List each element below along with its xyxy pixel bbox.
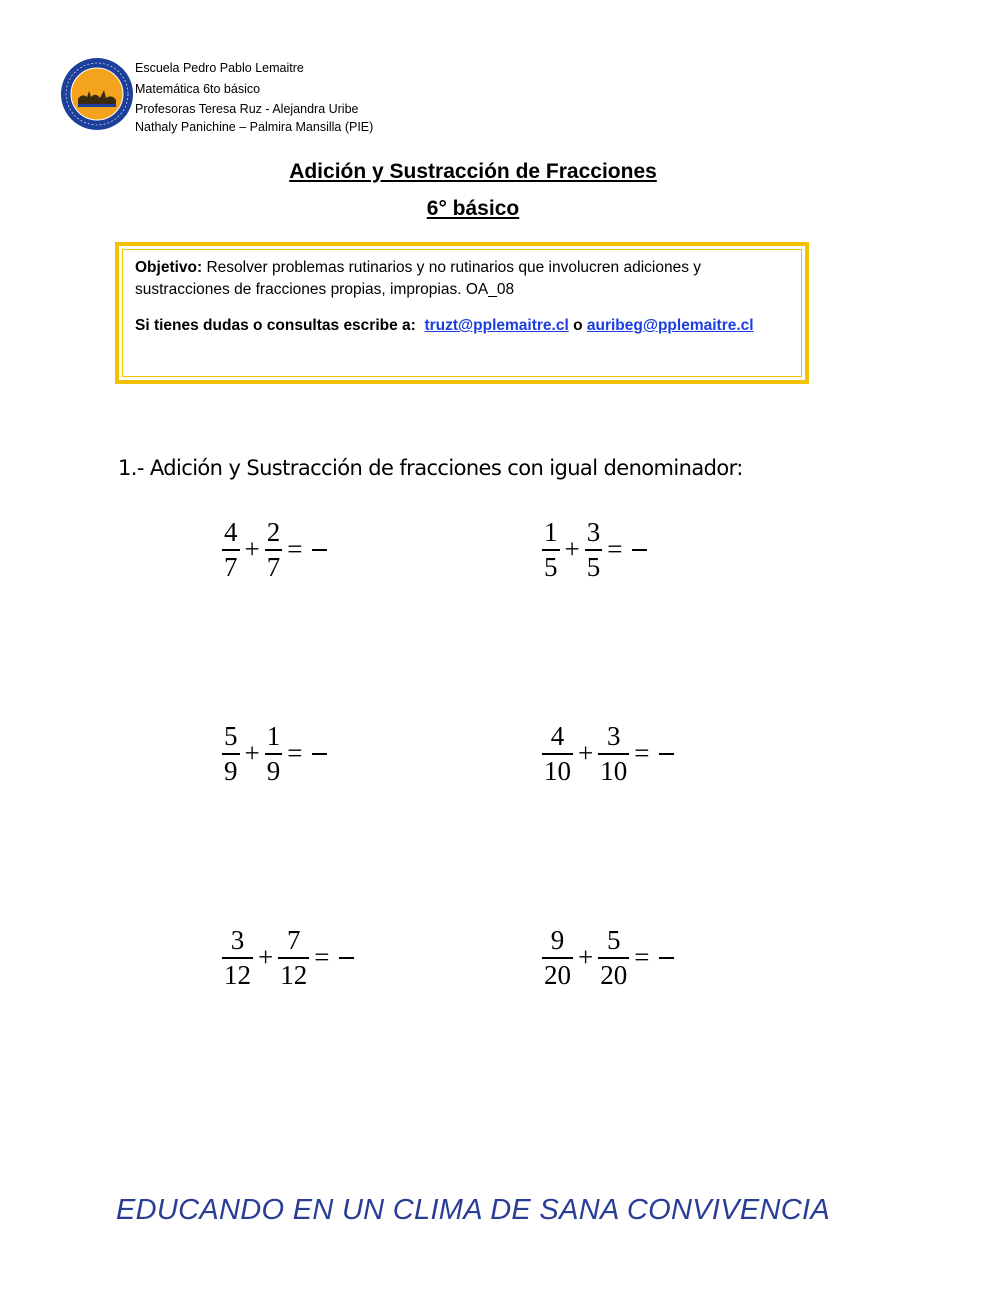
answer-blank[interactable] <box>659 753 674 755</box>
fraction <box>541 924 574 992</box>
fraction <box>221 516 241 584</box>
pie-teachers-line: Nathaly Panichine – Palmira Mansilla (PIE) <box>135 119 374 134</box>
fraction <box>597 924 630 992</box>
numerator: 5 <box>224 721 238 751</box>
equals-sign: = <box>314 942 330 973</box>
denominator: 12 <box>224 959 251 990</box>
exercise-6 <box>541 924 674 992</box>
numerator: 3 <box>586 517 601 547</box>
equals-sign: = <box>287 534 303 565</box>
numerator: 2 <box>266 517 281 547</box>
plus-operator: + <box>578 738 594 769</box>
subject-line: Matemática 6to básico <box>135 81 261 96</box>
contact-connector: o <box>573 317 583 334</box>
plus-operator: + <box>564 534 580 565</box>
exercise-5 <box>221 924 354 992</box>
fraction <box>264 516 284 584</box>
fraction <box>541 720 574 788</box>
numerator: 3 <box>230 925 245 955</box>
equals-sign: = <box>634 942 650 973</box>
objective-description: Resolver problemas rutinarios y no rutinarios que involucren adiciones y sustracciones de fracciones propias, impropias. OA_08 <box>135 259 702 298</box>
exercise-3 <box>221 720 327 788</box>
equals-sign: = <box>607 534 623 565</box>
denominator: 10 <box>600 755 628 786</box>
denominator: 9 <box>266 755 281 786</box>
email-link-truzt[interactable]: truzt@pplemaitre.cl <box>424 317 569 334</box>
fraction <box>264 720 284 788</box>
numerator: 7 <box>286 925 301 955</box>
denominator: 20 <box>600 959 628 990</box>
plus-operator: + <box>258 942 274 973</box>
fraction <box>597 720 630 788</box>
exercise-4 <box>541 720 674 788</box>
plus-operator: + <box>578 942 594 973</box>
teachers-line: Profesoras Teresa Ruz - Alejandra Uribe <box>135 102 359 116</box>
objective-label: Objetivo: <box>135 259 203 276</box>
denominator: 12 <box>280 959 308 990</box>
numerator: 4 <box>224 517 238 547</box>
denominator: 5 <box>586 551 601 582</box>
numerator: 3 <box>606 721 621 751</box>
answer-blank[interactable] <box>659 957 674 959</box>
exercise-2 <box>541 516 647 584</box>
denominator: 7 <box>266 551 281 582</box>
fraction <box>541 516 561 584</box>
plus-operator: + <box>244 534 260 565</box>
fraction <box>221 720 241 788</box>
answer-blank[interactable] <box>339 957 354 959</box>
contact-line <box>135 317 754 335</box>
exercise-1 <box>221 516 327 584</box>
objective-text <box>135 257 795 300</box>
denominator: 10 <box>544 755 571 786</box>
numerator: 1 <box>266 721 281 751</box>
section-title: 1.- Adición y Sustracción de fracciones con igual denominador: <box>118 456 743 480</box>
answer-blank[interactable] <box>312 549 327 551</box>
equals-sign: = <box>634 738 650 769</box>
numerator: 4 <box>550 721 565 751</box>
denominator: 5 <box>544 551 558 582</box>
email-link-auribeg[interactable]: auribeg@pplemaitre.cl <box>586 317 754 334</box>
school-header <box>135 58 373 137</box>
contact-label: Si tienes dudas o consultas escribe a: <box>135 317 416 334</box>
footer-motto: EDUCANDO EN UN CLIMA DE SANA CONVIVENCIA <box>115 1194 831 1226</box>
numerator: 5 <box>606 925 621 955</box>
answer-blank[interactable] <box>632 549 647 551</box>
numerator: 1 <box>544 517 558 547</box>
school-seal-logo <box>60 57 134 131</box>
answer-blank[interactable] <box>312 753 327 755</box>
equals-sign: = <box>287 738 303 769</box>
denominator: 7 <box>224 551 238 582</box>
fraction <box>277 924 310 992</box>
fraction <box>584 516 604 584</box>
denominator: 20 <box>544 959 571 990</box>
fraction <box>221 924 254 992</box>
numerator: 9 <box>550 925 565 955</box>
plus-operator: + <box>244 738 260 769</box>
worksheet-title: Adición y Sustracción de Fracciones <box>289 160 657 183</box>
grade-title: 6° básico <box>426 197 520 220</box>
school-name: Escuela Pedro Pablo Lemaitre <box>135 61 304 75</box>
denominator: 9 <box>224 755 238 786</box>
